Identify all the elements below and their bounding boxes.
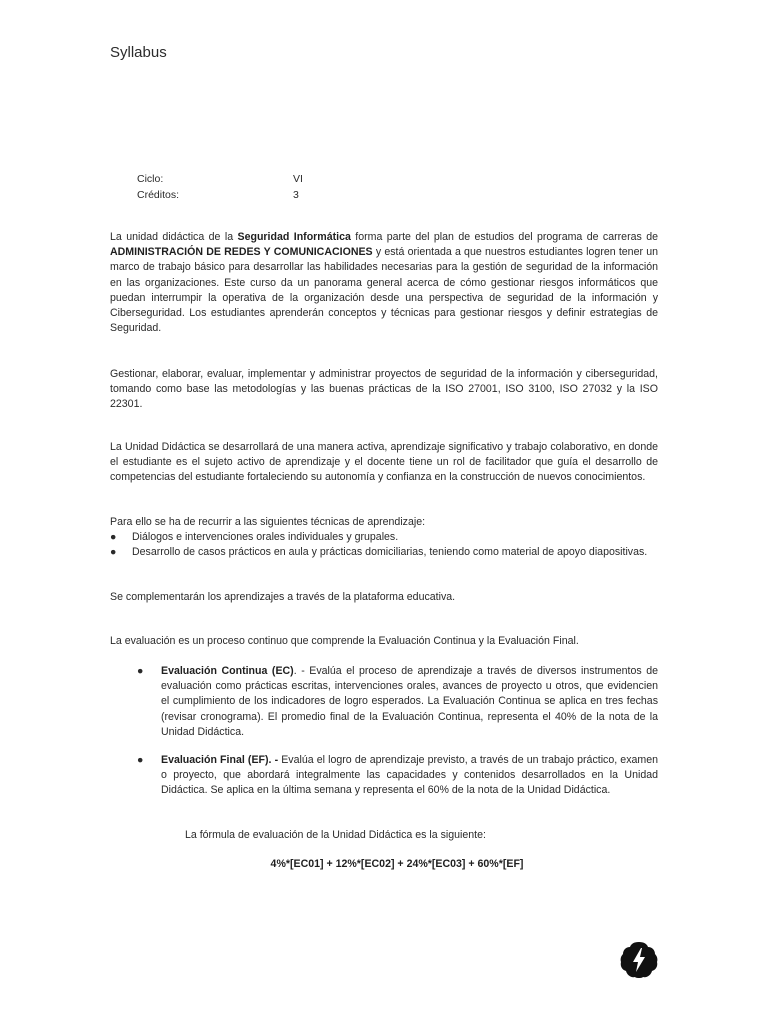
ciclo-label: Ciclo:: [137, 173, 164, 185]
evaluation-intro: La evaluación es un proceso continuo que comprende la Evaluación Continua y la Evaluación Final.: [110, 635, 579, 647]
creditos-value: 3: [293, 189, 299, 201]
page-title: Syllabus: [110, 44, 167, 61]
creditos-row: [137, 187, 303, 203]
eval-continua-item: [137, 664, 658, 740]
eval-final-body: Evalúa el logro de aprendizaje previsto, a través de un trabajo práctico, examen o proyecto, que abordará integralmente las capacidades y contenidos desarrollados en la Unidad Didáctica. Se aplica en la última semana y representa el 60% de la nota de la Unidad Didáctica.: [161, 754, 658, 797]
methodology-paragraph: La Unidad Didáctica se desarrollará de una manera activa, aprendizaje significativo y trabajo colaborativo, en donde el estudiante es el sujeto activo de aprendizaje y el docente tiene un rol de facilitador que guía el desarrollo de competencias del estudiante fortaleciendo su autonomía y confianza en la construcción de nuevos conocimientos.: [110, 441, 658, 484]
eval-final-text: [161, 753, 658, 799]
brain-bolt-icon: [619, 940, 659, 980]
intro-paragraph: [110, 230, 658, 336]
list-item-text: Desarrollo de casos prácticos en aula y prácticas domiciliarias, teniendo como material de apoyo diapositivas.: [132, 546, 648, 559]
intro-text-1: La unidad didáctica de la: [110, 231, 238, 243]
platform-paragraph: Se complementarán los aprendizajes a través de la plataforma educativa.: [110, 591, 456, 603]
intro-text-2: forma parte del plan de estudios del programa de carreras de: [350, 231, 658, 243]
eval-final-item: [137, 753, 658, 799]
ciclo-value: VI: [293, 173, 303, 185]
intro-bold-program: ADMINISTRACIÓN DE REDES Y COMUNICACIONES: [110, 246, 373, 259]
techniques-intro: Para ello se ha de recurrir a las siguientes técnicas de aprendizaje:: [110, 516, 426, 528]
bullet-icon: ●: [110, 546, 117, 559]
list-item: [110, 545, 658, 560]
bullet-icon: ●: [137, 665, 144, 677]
eval-final-title: Evaluación Final (EF). -: [161, 754, 279, 766]
techniques-list: [110, 530, 658, 560]
bullet-icon: ●: [137, 754, 144, 766]
creditos-label: Créditos:: [137, 189, 180, 201]
intro-bold-course: Seguridad Informática: [237, 231, 351, 243]
eval-continua-body: . - Evalúa el proceso de aprendizaje a través de diversos instrumentos de evaluación como prácticas escritas, intervenciones orales, avances de proyecto u otros, que evidencien el cumplimiento de los indicadores de logro esperados. La Evaluación Continua se aplica en tres fechas (revisar cronograma). El promedio final de la Evaluación Continua, representa el 40% de la nota de la Unidad Didáctica.: [161, 665, 658, 738]
course-info: [137, 171, 303, 203]
evaluation-formula: 4%*[EC01] + 12%*[EC02] + 24%*[EC03] + 60%*[EF]: [270, 858, 524, 870]
list-item: [110, 530, 658, 545]
objective-paragraph: Gestionar, elaborar, evaluar, implementar y administrar proyectos de seguridad de la información y ciberseguridad, tomando como base las metodologías y las buenas prácticas de la ISO 27001, ISO 3100, ISO 27032 y la ISO 22301.: [110, 368, 658, 411]
eval-continua-title: Evaluación Continua (EC): [161, 665, 294, 677]
bullet-icon: ●: [110, 531, 117, 543]
intro-text-3: y está orientada a que nuestros estudiantes logren tener un marco de trabajo básico para desarrollar las habilidades necesarias para la gestión de seguridad de la información en las organizaciones. Este curso da un panorama general acerca de cómo gestionar riesgos informáticos que puedan interrumpir la operativa de la organización desde una perspectiva de seguridad de la información y Ciberseguridad. Los estudiantes aprenderán conceptos y técnicas para gestionar riesgos y definir estrategias de Seguridad.: [110, 246, 658, 335]
eval-continua-text: [161, 664, 658, 740]
ciclo-row: [137, 171, 303, 187]
formula-intro: La fórmula de evaluación de la Unidad Didáctica es la siguiente:: [185, 829, 486, 841]
list-item-text: Diálogos e intervenciones orales individuales y grupales.: [132, 531, 399, 543]
